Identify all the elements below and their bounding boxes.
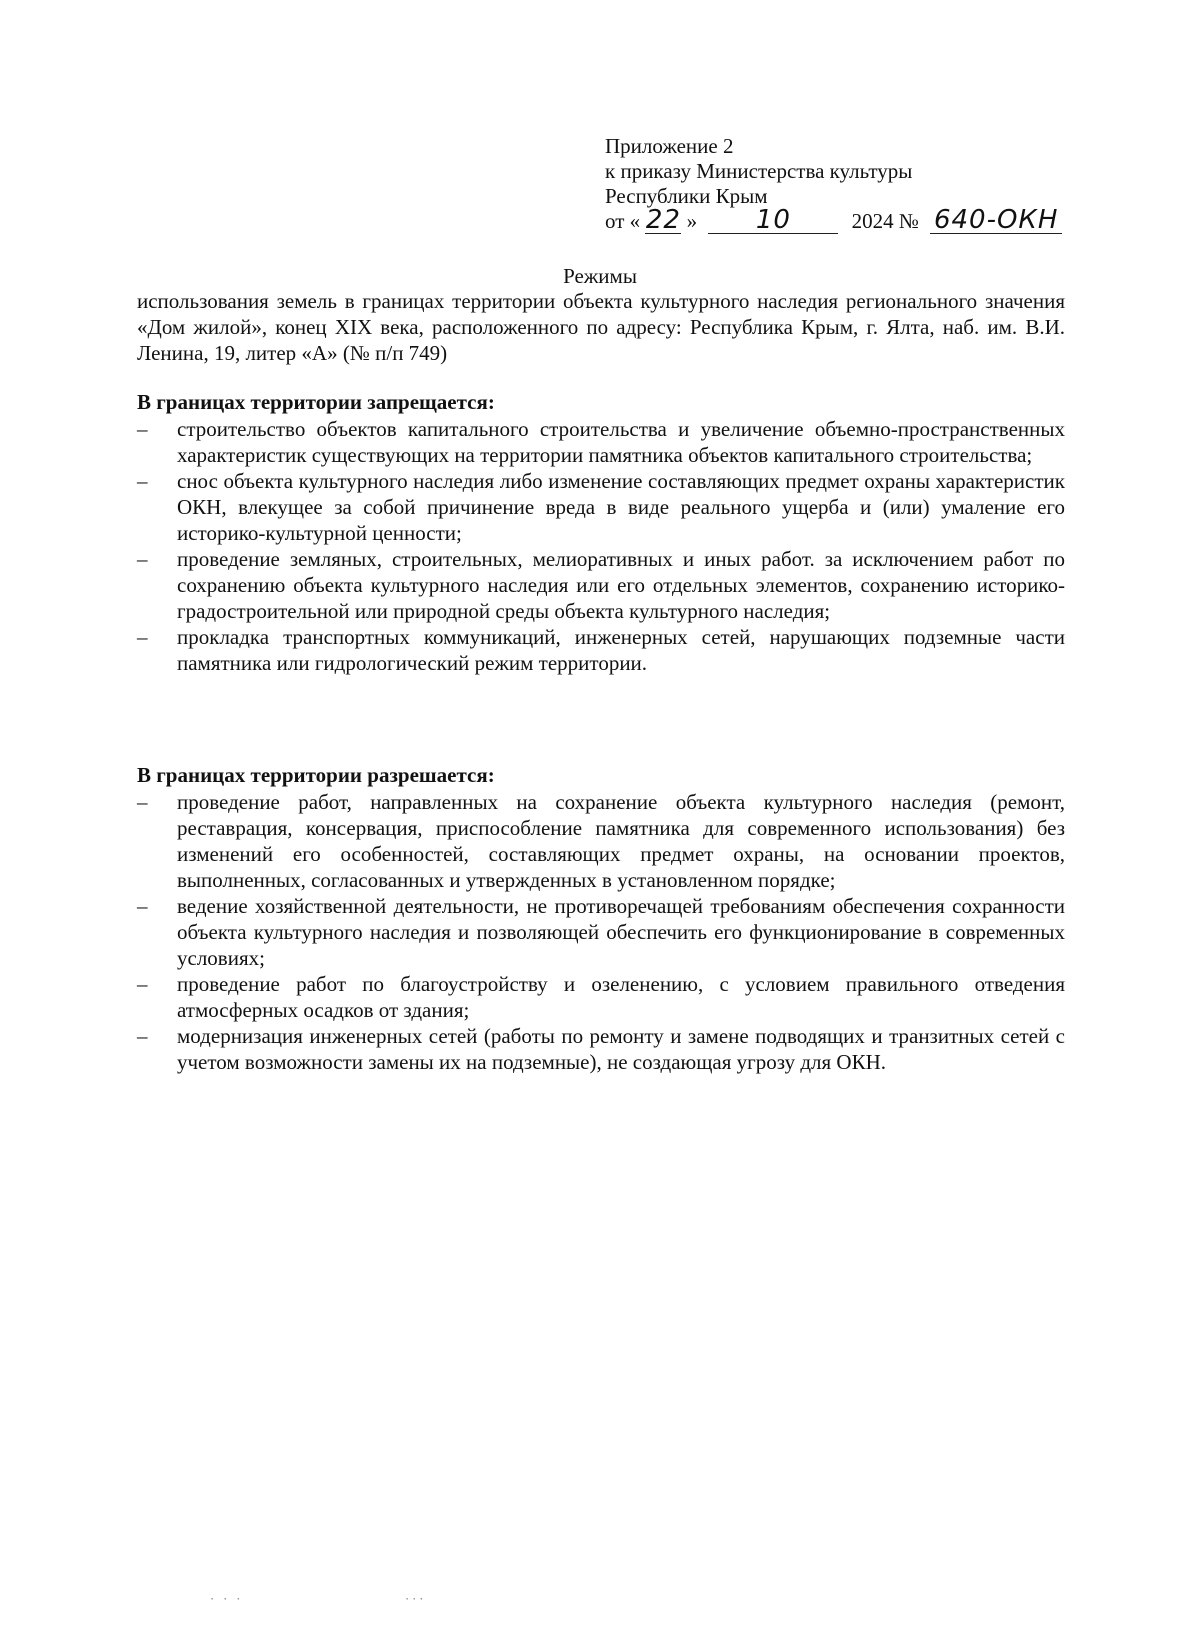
list-item bbox=[137, 468, 1065, 546]
dash-bullet: – bbox=[137, 469, 148, 493]
list-item bbox=[137, 789, 1065, 893]
list-item-text: прокладка транспортных коммуникаций, инженерных сетей, нарушающих подземные части памятника или гидрологический режим территории. bbox=[177, 625, 1065, 675]
list-item bbox=[137, 1023, 1065, 1075]
dash-bullet: – bbox=[137, 1024, 148, 1048]
prohibited-list bbox=[137, 416, 1065, 676]
dash-bullet: – bbox=[137, 625, 148, 649]
appendix-line-1: Приложение 2 bbox=[605, 134, 734, 158]
allowed-heading: В границах территории разрешается: bbox=[137, 763, 495, 787]
allowed-section bbox=[137, 762, 1065, 1075]
handwritten-day: 22 bbox=[645, 205, 681, 235]
allowed-list bbox=[137, 789, 1065, 1075]
list-item bbox=[137, 416, 1065, 468]
appendix-line-2: к приказу Министерства культуры bbox=[605, 159, 913, 183]
scan-speck: ⋅ ⋅ ⋅ bbox=[210, 1592, 244, 1606]
dash-bullet: – bbox=[137, 547, 148, 571]
list-item-text: проведение работ, направленных на сохранение объекта культурного наследия (ремонт, реставрация, консервация, приспособление памятника для современного использования) без изменений его особенностей, составляющих предмет охраны, на основании проектов, выполненных, согласованных и утвержденных в установленном порядке; bbox=[177, 790, 1065, 892]
dash-bullet: – bbox=[137, 790, 148, 814]
list-item bbox=[137, 971, 1065, 1023]
day-field bbox=[645, 205, 681, 235]
date-quote-close: » bbox=[686, 209, 698, 233]
appendix-line-3: Республики Крым bbox=[605, 184, 768, 208]
year-and-number-label: 2024 № bbox=[851, 209, 919, 233]
prohibited-section bbox=[137, 389, 1065, 676]
order-date-line bbox=[605, 205, 1125, 235]
list-item-text: ведение хозяйственной деятельности, не противоречащей требованиям обеспечения сохранности объекта культурного наследия и позволяющей обеспечить его функционирование в современных условиях; bbox=[177, 894, 1065, 970]
prohibited-heading: В границах территории запрещается: bbox=[137, 390, 495, 414]
list-item bbox=[137, 624, 1065, 676]
document-title: Режимы bbox=[563, 264, 637, 288]
list-item-text: проведение работ по благоустройству и озеленению, с условием правильного отведения атмосферных осадков от здания; bbox=[177, 972, 1065, 1022]
dash-bullet: – bbox=[137, 972, 148, 996]
dash-bullet: – bbox=[137, 417, 148, 441]
appendix-header bbox=[605, 134, 1125, 234]
list-item-text: модернизация инженерных сетей (работы по ремонту и замене подводящих и транзитных сетей с учетом возможности замены их на подземные), не создающая угрозу для ОКН. bbox=[177, 1024, 1065, 1074]
month-field bbox=[708, 205, 838, 235]
list-item-text: снос объекта культурного наследия либо изменение составляющих предмет охраны характеристик ОКН, влекущее за собой причинение вреда в виде реального ущерба и (или) умаление его историко-культурной ценности; bbox=[177, 469, 1065, 545]
order-number-field bbox=[930, 205, 1062, 235]
list-item-text: строительство объектов капитального строительства и увеличение объемно-пространственных характеристик существующих на территории памятника объектов капитального строительства; bbox=[177, 417, 1065, 467]
list-item-text: проведение земляных, строительных, мелиоративных и иных работ. за исключением работ по сохранению объекта культурного наследия или его отдельных элементов, сохранению историко-градостроительной или природной среды объекта культурного наследия; bbox=[177, 547, 1065, 623]
handwritten-month: 10 bbox=[755, 205, 791, 235]
handwritten-order-number: 640-ОКН bbox=[933, 205, 1059, 235]
date-prefix: от « bbox=[605, 209, 641, 233]
document-subtitle: использования земель в границах территории объекта культурного наследия регионального значения «Дом жилой», конец XIX века, расположенного по адресу: Республика Крым, г. Ялта, наб. им. В.И. Ленина, 19, литер «А» (№ п/п 749) bbox=[137, 289, 1065, 365]
list-item bbox=[137, 546, 1065, 624]
list-item bbox=[137, 893, 1065, 971]
dash-bullet: – bbox=[137, 894, 148, 918]
scan-speck: ⋅⋅⋅ bbox=[405, 1592, 427, 1606]
